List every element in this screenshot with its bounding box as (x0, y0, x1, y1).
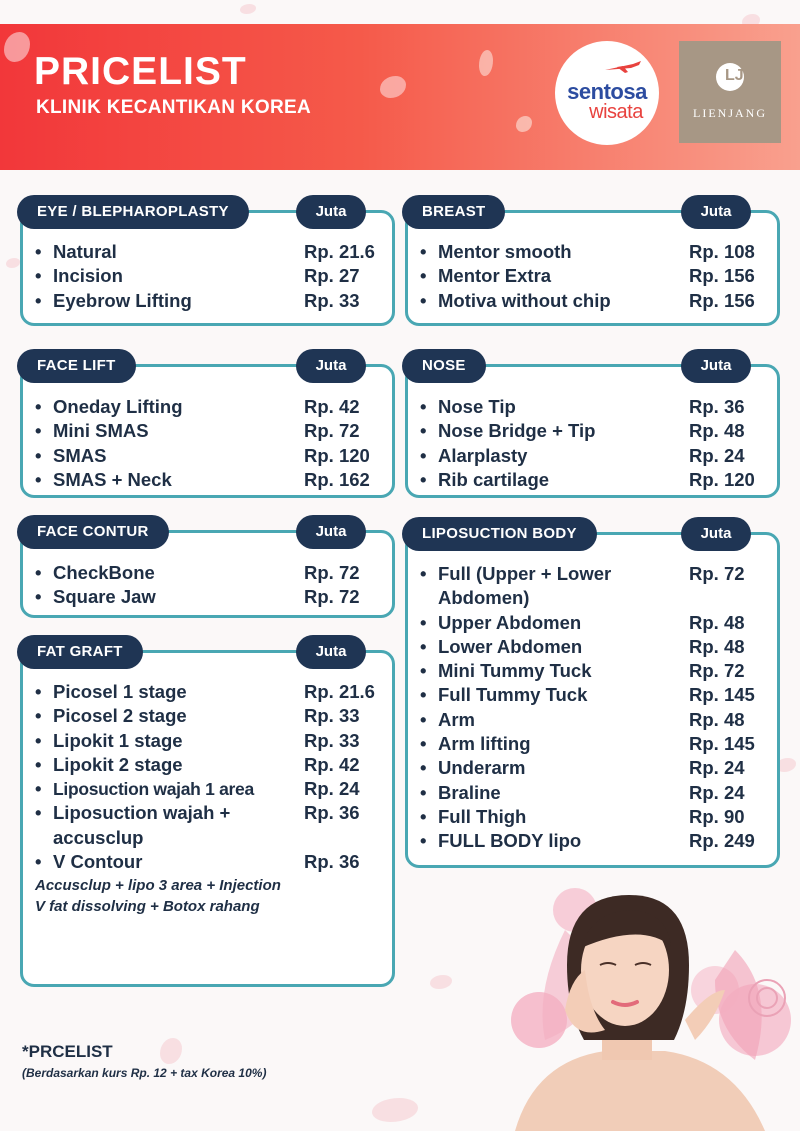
petal-decoration (6, 258, 20, 268)
unit-label: Juta (296, 635, 366, 669)
petal-decoration (160, 1038, 182, 1064)
section-fat-graft (20, 643, 395, 987)
list-item: • Picosel 2 stage Rp. 33 (35, 705, 360, 727)
section-breast (405, 203, 780, 326)
list-item: • V Contour Rp. 36 (35, 851, 360, 873)
petal-decoration (430, 975, 452, 989)
unit-label: Juta (681, 195, 751, 229)
list-item: • Alarplasty Rp. 24 (420, 444, 745, 466)
section-title: EYE / BLEPHAROPLASTY (17, 195, 249, 229)
list-item: • Lipokit 1 stage Rp. 33 (35, 729, 360, 751)
list-item: • Square Jaw Rp. 72 (35, 586, 360, 608)
list-item: • Oneday Lifting Rp. 42 (35, 396, 360, 417)
unit-label: Juta (681, 517, 751, 551)
list-item: • Nose Bridge + Tip Rp. 48 (420, 420, 745, 442)
lienjang-mark-icon: LJ (716, 63, 744, 91)
unit-label: Juta (296, 515, 366, 549)
petal-decoration (4, 32, 30, 62)
section-title: FAT GRAFT (17, 635, 143, 669)
list-item: • Natural Rp. 21.6 (35, 241, 375, 262)
list-item: • Mini Tummy Tuck Rp. 72 (420, 660, 745, 682)
petal-decoration (380, 76, 406, 98)
list-item: • Eyebrow Lifting Rp. 33 (35, 289, 360, 311)
petal-decoration (479, 50, 493, 76)
section-title: NOSE (402, 349, 486, 383)
list-item: • Rib cartilage Rp. 120 (420, 468, 755, 490)
unit-label: Juta (681, 349, 751, 383)
footer-title: *PRCELIST (22, 1042, 113, 1061)
list-item: • FULL BODY lipo Rp. 249 (420, 830, 755, 852)
header-banner (0, 24, 800, 170)
petal-decoration (516, 116, 532, 132)
model-photo (505, 870, 800, 1131)
section-face-lift (20, 357, 395, 498)
page-subtitle: KLINIK KECANTIKAN KOREA (36, 97, 312, 118)
unit-label: Juta (296, 195, 366, 229)
list-item: • SMAS + Neck Rp. 162 (35, 468, 370, 490)
list-item: • SMAS Rp. 120 (35, 444, 370, 466)
list-item: • Full (Upper + Lower Abdomen) Rp. 72 (420, 563, 745, 609)
list-item: • Arm lifting Rp. 145 (420, 733, 755, 755)
unit-label: Juta (296, 349, 366, 383)
section-face-contur (20, 523, 395, 618)
list-item: • Nose Tip Rp. 36 (420, 396, 745, 417)
fat-graft-note: Accusclup + lipo 3 area + Injection V fat dissolving + Botox rahang (35, 877, 281, 915)
sentosa-wisata-logo: sentosa wisata (555, 41, 659, 145)
list-item: • Lower Abdomen Rp. 48 (420, 635, 745, 657)
petal-decoration (240, 4, 256, 14)
list-item: • Full Tummy Tuck Rp. 145 (420, 684, 755, 706)
list-item: • Lipokit 2 stage Rp. 42 (35, 753, 360, 775)
section-title: BREAST (402, 195, 505, 229)
list-item: • CheckBone Rp. 72 (35, 562, 360, 583)
section-eye (20, 203, 395, 326)
section-nose (405, 357, 780, 498)
lienjang-logo: LJ LIENJANG (679, 41, 781, 143)
list-item: • Mini SMAS Rp. 72 (35, 420, 360, 442)
list-item: • Full Thigh Rp. 90 (420, 805, 745, 827)
petal-decoration (372, 1098, 418, 1122)
list-item: • Incision Rp. 27 (35, 265, 360, 287)
list-item: • Picosel 1 stage Rp. 21.6 (35, 681, 375, 702)
section-title: LIPOSUCTION BODY (402, 517, 597, 551)
page-title: PRICELIST (34, 50, 247, 93)
list-item: • Arm Rp. 48 (420, 708, 745, 730)
list-item: • Braline Rp. 24 (420, 781, 745, 803)
list-item: • Mentor smooth Rp. 108 (420, 241, 755, 262)
list-item: • Underarm Rp. 24 (420, 757, 745, 779)
section-liposuction-body (405, 525, 780, 868)
section-title: FACE LIFT (17, 349, 136, 383)
section-title: FACE CONTUR (17, 515, 169, 549)
footer-note: (Berdasarkan kurs Rp. 12 + tax Korea 10%) (22, 1066, 267, 1080)
list-item: • Upper Abdomen Rp. 48 (420, 611, 745, 633)
list-item: • Liposuction wajah 1 area Rp. 24 (35, 778, 360, 800)
list-item: • Mentor Extra Rp. 156 (420, 265, 755, 287)
airplane-icon (603, 60, 643, 74)
list-item: • Motiva without chip Rp. 156 (420, 289, 755, 311)
list-item: • Liposuction wajah + accusclup Rp. 36 (35, 802, 360, 848)
